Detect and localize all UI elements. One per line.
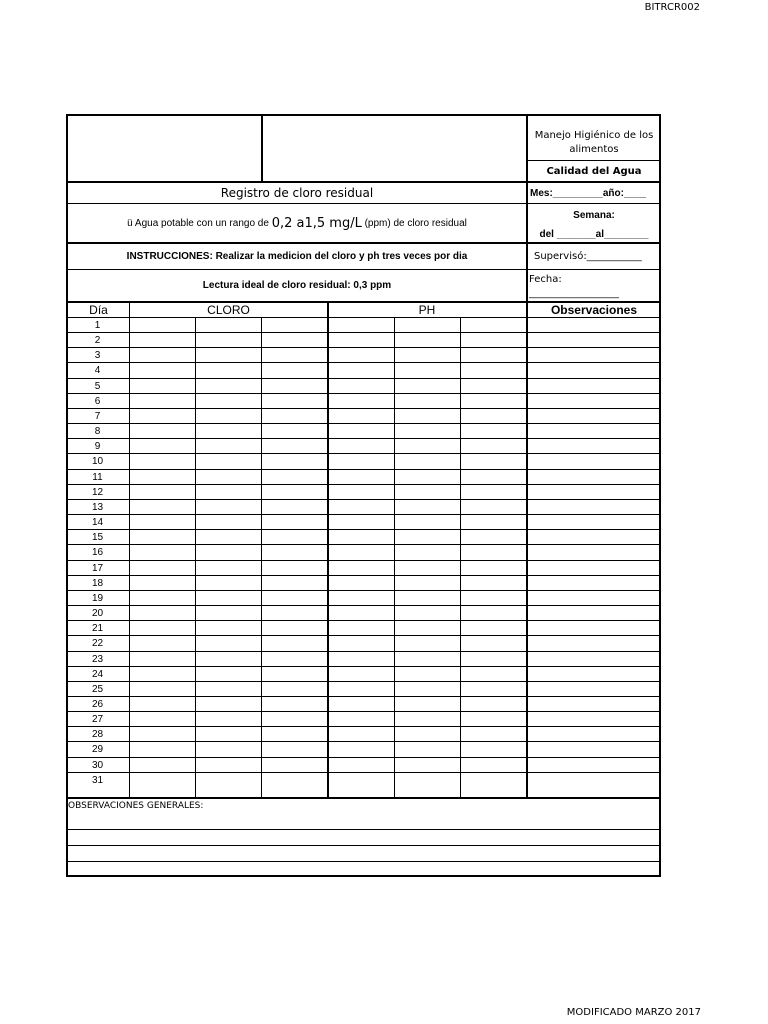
ph-reading-3[interactable] [461,500,526,515]
chlorine-reading-2[interactable] [196,758,261,773]
ph-reading-2[interactable] [395,439,460,454]
date-field[interactable]: __________________ [529,287,619,299]
section-title: Manejo Higiénico de los alimentos [534,130,654,155]
ph-reading-1[interactable] [329,379,394,394]
observation-cell[interactable] [528,379,660,394]
observation-cell[interactable] [528,424,660,439]
ph-reading-1[interactable] [329,348,394,363]
ph-reading-3[interactable] [461,561,526,576]
week-range-field[interactable]: del _______al________ [539,228,649,240]
ph-reading-2[interactable] [395,591,460,606]
chlorine-reading-3[interactable] [262,515,327,530]
day-number: 6 [94,396,101,407]
day-number: 13 [91,502,104,513]
ph-reading-2[interactable] [395,727,460,742]
date-label: Fecha: [529,273,562,285]
observation-cell[interactable] [528,727,660,742]
chlorine-reading-2[interactable] [196,697,261,712]
ph-reading-2[interactable] [395,742,460,757]
section-divider [526,160,661,161]
chlorine-reading-1[interactable] [130,682,195,697]
day-number: 25 [91,684,104,695]
ph-reading-1[interactable] [329,409,394,424]
ph-reading-1[interactable] [329,697,394,712]
day-number: 12 [91,487,104,498]
chlorine-reading-3[interactable] [262,682,327,697]
ph-reading-1[interactable] [329,485,394,500]
col-header-ph: PH [418,303,436,317]
chlorine-reading-3[interactable] [262,530,327,545]
day-number: 21 [91,623,104,634]
range-prefix: ü Agua potable con un rango de [127,217,272,229]
day-number: 24 [91,669,104,680]
ph-reading-3[interactable] [461,621,526,636]
chlorine-reading-1[interactable] [130,606,195,621]
observation-cell[interactable] [528,363,660,378]
chlorine-reading-2[interactable] [196,712,261,727]
day-number: 3 [94,350,101,361]
chlorine-reading-1[interactable] [130,348,195,363]
ph-reading-3[interactable] [461,470,526,485]
ph-reading-3[interactable] [461,606,526,621]
day-number: 2 [94,335,101,346]
day-number: 23 [91,654,104,665]
ph-reading-1[interactable] [329,561,394,576]
ph-reading-1[interactable] [329,439,394,454]
ph-reading-1[interactable] [329,424,394,439]
ph-reading-3[interactable] [461,363,526,378]
day-number: 17 [91,563,104,574]
month-year-field[interactable]: Mes:_________año:____ [530,187,647,199]
ph-reading-1[interactable] [329,652,394,667]
ph-reading-1[interactable] [329,727,394,742]
chlorine-reading-2[interactable] [196,545,261,560]
observation-cell[interactable] [528,545,660,560]
ph-reading-2[interactable] [395,348,460,363]
logo-center-area [264,116,525,180]
ph-reading-3[interactable] [461,576,526,591]
obs-line-1[interactable] [66,829,661,830]
ph-reading-1[interactable] [329,545,394,560]
chlorine-reading-1[interactable] [130,500,195,515]
observation-cell[interactable] [528,576,660,591]
range-value: 0,2 a1,5 mg/L [271,215,362,231]
ph-reading-3[interactable] [461,758,526,773]
ph-reading-1[interactable] [329,454,394,469]
ph-reading-3[interactable] [461,394,526,409]
day-number: 22 [91,638,104,649]
title-bottom-line [66,203,527,204]
chlorine-reading-1[interactable] [130,454,195,469]
observation-cell[interactable] [528,667,660,682]
ph-reading-1[interactable] [329,636,394,651]
observation-cell[interactable] [528,333,660,348]
chlorine-reading-3[interactable] [262,727,327,742]
ph-reading-2[interactable] [395,379,460,394]
observation-cell[interactable] [528,530,660,545]
day-number: 27 [91,714,104,725]
chlorine-reading-3[interactable] [262,500,327,515]
chlorine-reading-1[interactable] [130,515,195,530]
chlorine-reading-3[interactable] [262,348,327,363]
ph-reading-2[interactable] [395,621,460,636]
observation-cell[interactable] [528,409,660,424]
ph-reading-3[interactable] [461,545,526,560]
ph-reading-1[interactable] [329,394,394,409]
chlorine-reading-1[interactable] [130,545,195,560]
ph-reading-3[interactable] [461,409,526,424]
chlorine-reading-2[interactable] [196,348,261,363]
chlorine-reading-2[interactable] [196,333,261,348]
observation-cell[interactable] [528,470,660,485]
day-number: 14 [91,517,104,528]
observation-cell[interactable] [528,318,660,333]
chlorine-reading-3[interactable] [262,439,327,454]
chlorine-reading-3[interactable] [262,621,327,636]
chlorine-reading-1[interactable] [130,394,195,409]
chlorine-reading-1[interactable] [130,333,195,348]
observation-cell[interactable] [528,561,660,576]
chlorine-reading-2[interactable] [196,470,261,485]
day-number: 19 [91,593,104,604]
ph-reading-3[interactable] [461,439,526,454]
observation-cell[interactable] [528,652,660,667]
chlorine-reading-2[interactable] [196,409,261,424]
chlorine-reading-1[interactable] [130,470,195,485]
chlorine-reading-3[interactable] [262,318,327,333]
observation-cell[interactable] [528,591,660,606]
ph-reading-1[interactable] [329,773,394,788]
ph-reading-3[interactable] [461,682,526,697]
chlorine-reading-3[interactable] [262,667,327,682]
day-number: 20 [91,608,104,619]
ph-reading-2[interactable] [395,409,460,424]
ph-reading-2[interactable] [395,394,460,409]
chlorine-reading-1[interactable] [130,439,195,454]
day-number: 28 [91,729,104,740]
observation-cell[interactable] [528,439,660,454]
ph-reading-1[interactable] [329,712,394,727]
observation-cell[interactable] [528,621,660,636]
general-observations-label: OBSERVACIONES GENERALES: [68,801,204,811]
ph-reading-2[interactable] [395,652,460,667]
day-number: 8 [94,426,101,437]
day-number: 31 [91,775,104,786]
ph-reading-2[interactable] [395,682,460,697]
ph-reading-2[interactable] [395,606,460,621]
ph-reading-2[interactable] [395,470,460,485]
col-header-day: Día [89,303,108,317]
chlorine-reading-2[interactable] [196,363,261,378]
table-bottom-line [66,797,661,799]
ph-reading-2[interactable] [395,545,460,560]
header-divider-1 [261,114,263,181]
instructions-bottom-line [66,269,661,270]
chlorine-reading-3[interactable] [262,485,327,500]
chlorine-reading-1[interactable] [130,758,195,773]
ph-reading-3[interactable] [461,591,526,606]
day-number: 10 [91,456,104,467]
chlorine-reading-3[interactable] [262,742,327,757]
observation-cell[interactable] [528,758,660,773]
chlorine-reading-2[interactable] [196,439,261,454]
chlorine-reading-2[interactable] [196,530,261,545]
observation-cell[interactable] [528,348,660,363]
chlorine-reading-3[interactable] [262,591,327,606]
chlorine-reading-3[interactable] [262,561,327,576]
day-number: 15 [91,532,104,543]
ph-reading-1[interactable] [329,682,394,697]
ph-reading-3[interactable] [461,348,526,363]
mes-bottom-line [526,203,661,204]
ph-reading-2[interactable] [395,530,460,545]
form-title: Registro de cloro residual [220,185,374,200]
chlorine-reading-3[interactable] [262,333,327,348]
ph-reading-1[interactable] [329,318,394,333]
chlorine-reading-1[interactable] [130,591,195,606]
ph-reading-2[interactable] [395,424,460,439]
ph-reading-1[interactable] [329,621,394,636]
chlorine-reading-3[interactable] [262,576,327,591]
chlorine-reading-2[interactable] [196,636,261,651]
chlorine-reading-1[interactable] [130,652,195,667]
chlorine-reading-3[interactable] [262,652,327,667]
ph-reading-1[interactable] [329,470,394,485]
logo-left-area [68,116,260,180]
ph-reading-2[interactable] [395,697,460,712]
ph-reading-3[interactable] [461,485,526,500]
ph-reading-2[interactable] [395,712,460,727]
day-number: 30 [91,760,104,771]
observation-cell[interactable] [528,773,660,788]
chlorine-reading-3[interactable] [262,424,327,439]
observation-cell[interactable] [528,485,660,500]
ph-reading-1[interactable] [329,667,394,682]
chlorine-reading-3[interactable] [262,454,327,469]
chlorine-reading-1[interactable] [130,636,195,651]
ph-reading-3[interactable] [461,636,526,651]
supervisor-field[interactable]: Supervisó:___________ [534,250,642,262]
chlorine-reading-2[interactable] [196,652,261,667]
chlorine-reading-3[interactable] [262,697,327,712]
range-bottom-line [66,242,661,244]
chlorine-reading-3[interactable] [262,363,327,378]
chlorine-reading-3[interactable] [262,545,327,560]
ph-reading-2[interactable] [395,758,460,773]
obs-line-2[interactable] [66,845,661,846]
chlorine-reading-1[interactable] [130,379,195,394]
ph-reading-1[interactable] [329,363,394,378]
ph-reading-2[interactable] [395,667,460,682]
ph-reading-3[interactable] [461,712,526,727]
range-line [68,206,526,240]
ph-reading-3[interactable] [461,742,526,757]
chlorine-reading-2[interactable] [196,773,261,788]
day-number: 11 [92,472,103,483]
chlorine-reading-1[interactable] [130,318,195,333]
ph-reading-2[interactable] [395,454,460,469]
obs-line-3[interactable] [66,861,661,862]
subsection-title: Calidad del Agua [546,166,642,177]
ph-reading-2[interactable] [395,576,460,591]
chlorine-reading-2[interactable] [196,727,261,742]
chlorine-reading-2[interactable] [196,606,261,621]
chlorine-reading-2[interactable] [196,742,261,757]
chlorine-reading-1[interactable] [130,363,195,378]
observation-cell[interactable] [528,394,660,409]
col-header-observations: Observaciones [550,303,638,317]
chlorine-reading-2[interactable] [196,454,261,469]
chlorine-reading-1[interactable] [130,621,195,636]
day-number: 16 [91,547,104,558]
range-suffix: (ppm) de cloro residual [361,217,467,229]
ph-reading-3[interactable] [461,652,526,667]
ph-reading-2[interactable] [395,500,460,515]
instructions-text: INSTRUCCIONES: Realizar la medicion del cloro y ph tres veces por dia [126,251,468,262]
day-number: 1 [94,320,101,331]
observation-cell[interactable] [528,682,660,697]
chlorine-reading-3[interactable] [262,636,327,651]
ph-reading-1[interactable] [329,742,394,757]
footer-modified: MODIFICADO MARZO 2017 [566,1007,701,1018]
chlorine-reading-3[interactable] [262,773,327,788]
chlorine-reading-1[interactable] [130,576,195,591]
chlorine-reading-1[interactable] [130,424,195,439]
day-number: 26 [91,699,104,710]
ph-reading-3[interactable] [461,667,526,682]
chlorine-reading-3[interactable] [262,758,327,773]
chlorine-reading-3[interactable] [262,470,327,485]
chlorine-reading-1[interactable] [130,712,195,727]
week-label: Semana: [573,209,615,221]
ph-reading-3[interactable] [461,333,526,348]
ph-reading-1[interactable] [329,500,394,515]
day-number: 18 [91,578,104,589]
chlorine-reading-2[interactable] [196,576,261,591]
ph-reading-2[interactable] [395,485,460,500]
chlorine-reading-3[interactable] [262,379,327,394]
chlorine-reading-2[interactable] [196,515,261,530]
chlorine-reading-2[interactable] [196,394,261,409]
observation-cell[interactable] [528,636,660,651]
ph-reading-1[interactable] [329,591,394,606]
day-number: 4 [94,365,101,376]
chlorine-reading-1[interactable] [130,530,195,545]
ph-reading-3[interactable] [461,727,526,742]
chlorine-reading-1[interactable] [130,485,195,500]
chlorine-reading-1[interactable] [130,667,195,682]
chlorine-reading-2[interactable] [196,682,261,697]
chlorine-reading-3[interactable] [262,394,327,409]
chlorine-reading-2[interactable] [196,379,261,394]
ph-reading-3[interactable] [461,773,526,788]
col-header-chlorine: CLORO [207,303,250,317]
ph-reading-3[interactable] [461,424,526,439]
ph-reading-1[interactable] [329,758,394,773]
chlorine-reading-1[interactable] [130,697,195,712]
observation-cell[interactable] [528,742,660,757]
ph-reading-1[interactable] [329,515,394,530]
observation-cell[interactable] [528,606,660,621]
ph-reading-1[interactable] [329,333,394,348]
chlorine-reading-1[interactable] [130,409,195,424]
chlorine-reading-2[interactable] [196,318,261,333]
chlorine-reading-1[interactable] [130,561,195,576]
ph-reading-1[interactable] [329,530,394,545]
chlorine-reading-1[interactable] [130,742,195,757]
chlorine-reading-2[interactable] [196,591,261,606]
chlorine-reading-2[interactable] [196,485,261,500]
chlorine-reading-3[interactable] [262,409,327,424]
chlorine-reading-1[interactable] [130,727,195,742]
chlorine-reading-2[interactable] [196,621,261,636]
ph-reading-2[interactable] [395,773,460,788]
ph-reading-2[interactable] [395,318,460,333]
day-number: 9 [94,441,101,452]
ph-reading-2[interactable] [395,515,460,530]
observation-cell[interactable] [528,515,660,530]
ph-reading-3[interactable] [461,697,526,712]
ph-reading-3[interactable] [461,454,526,469]
chlorine-reading-2[interactable] [196,561,261,576]
chlorine-reading-2[interactable] [196,424,261,439]
chlorine-reading-1[interactable] [130,773,195,788]
document-code: BITRCR002 [644,2,700,13]
header-divider-2 [526,114,528,317]
day-number: 5 [94,381,101,392]
ph-reading-3[interactable] [461,318,526,333]
chlorine-reading-2[interactable] [196,500,261,515]
ph-reading-3[interactable] [461,515,526,530]
ph-reading-2[interactable] [395,333,460,348]
ph-reading-2[interactable] [395,363,460,378]
chlorine-reading-3[interactable] [262,712,327,727]
observation-cell[interactable] [528,697,660,712]
chlorine-reading-2[interactable] [196,667,261,682]
day-number: 29 [91,744,104,755]
observation-cell[interactable] [528,500,660,515]
ph-reading-1[interactable] [329,606,394,621]
ph-reading-2[interactable] [395,636,460,651]
chlorine-reading-3[interactable] [262,606,327,621]
ph-reading-3[interactable] [461,379,526,394]
observation-cell[interactable] [528,454,660,469]
ph-reading-2[interactable] [395,561,460,576]
ideal-reading-text: Lectura ideal de cloro residual: 0,3 ppm [202,280,392,291]
ph-reading-3[interactable] [461,530,526,545]
ph-reading-1[interactable] [329,576,394,591]
observation-cell[interactable] [528,712,660,727]
day-number: 7 [94,411,101,422]
